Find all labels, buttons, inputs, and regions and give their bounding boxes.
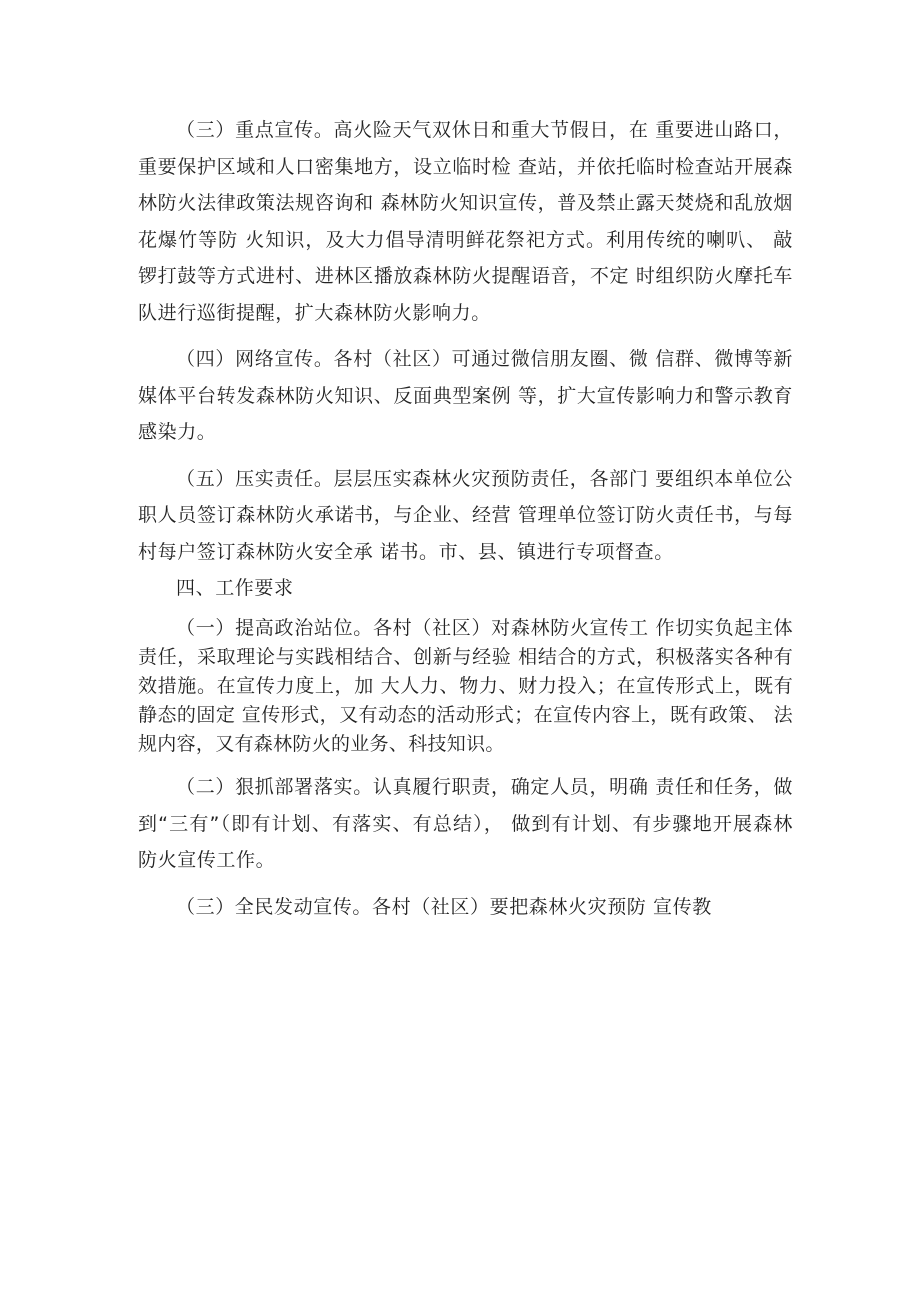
document-body — [138, 112, 793, 925]
paragraph-political-stance: （一）提高政治站位。各村（社区）对森林防火宣传工 作切实负起主体责任，采取理论与实践相结合、创新与经验 相结合的方式，积极落实各种有效措施。在宣传力度上，加 大人力、物力、财力投入；在宣传形式上，既有静态的固定 宣传形式，又有动态的活动形式；在宣传内容上，既有政策、 法规内容，又有森林防火的业务、科技知识。 — [138, 617, 793, 755]
paragraph-deployment: （二）狠抓部署落实。认真履行职责，确定人员，明确 责任和任务，做到“三有”（即有计划、有落实、有总结）， 做到有计划、有步骤地开展森林防火宣传工作。 — [138, 776, 793, 871]
paragraph-mobilization: （三）全民发动宣传。各村（社区）要把森林火灾预防 宣传教 — [176, 895, 712, 918]
section-heading-work-requirements: 四、工作要求 — [176, 577, 294, 599]
paragraph-key-publicity: （三）重点宣传。高火险天气双休日和重大节假日，在 重要进山路口，重要保护区域和人口密集地方，设立临时检 查站，并依托临时检查站开展森林防火法律政策法规咨询和 森林防火知识宣传，普及禁止露天焚烧和乱放烟花爆竹等防 火知识，及大力倡导清明鲜花祭祀方式。利用传统的喇叭、 敲锣打鼓等方式进村、进林区播放森林防火提醒语音，不定 时组织防火摩托车队进行巡街提醒，扩大森林防火影响力。 — [138, 119, 793, 324]
paragraph-online-publicity: （四）网络宣传。各村（社区）可通过微信朋友圈、微 信群、微博等新媒体平台转发森林防火知识、反面典型案例 等，扩大宣传影响力和警示教育感染力。 — [138, 348, 793, 443]
paragraph-responsibility: （五）压实责任。层层压实森林火灾预防责任，各部门 要组织本单位公职人员签订森林防火承诺书，与企业、经营 管理单位签订防火责任书，与每村每户签订森林防火安全承 诺书。市、县、镇进行专项督查。 — [138, 467, 793, 563]
